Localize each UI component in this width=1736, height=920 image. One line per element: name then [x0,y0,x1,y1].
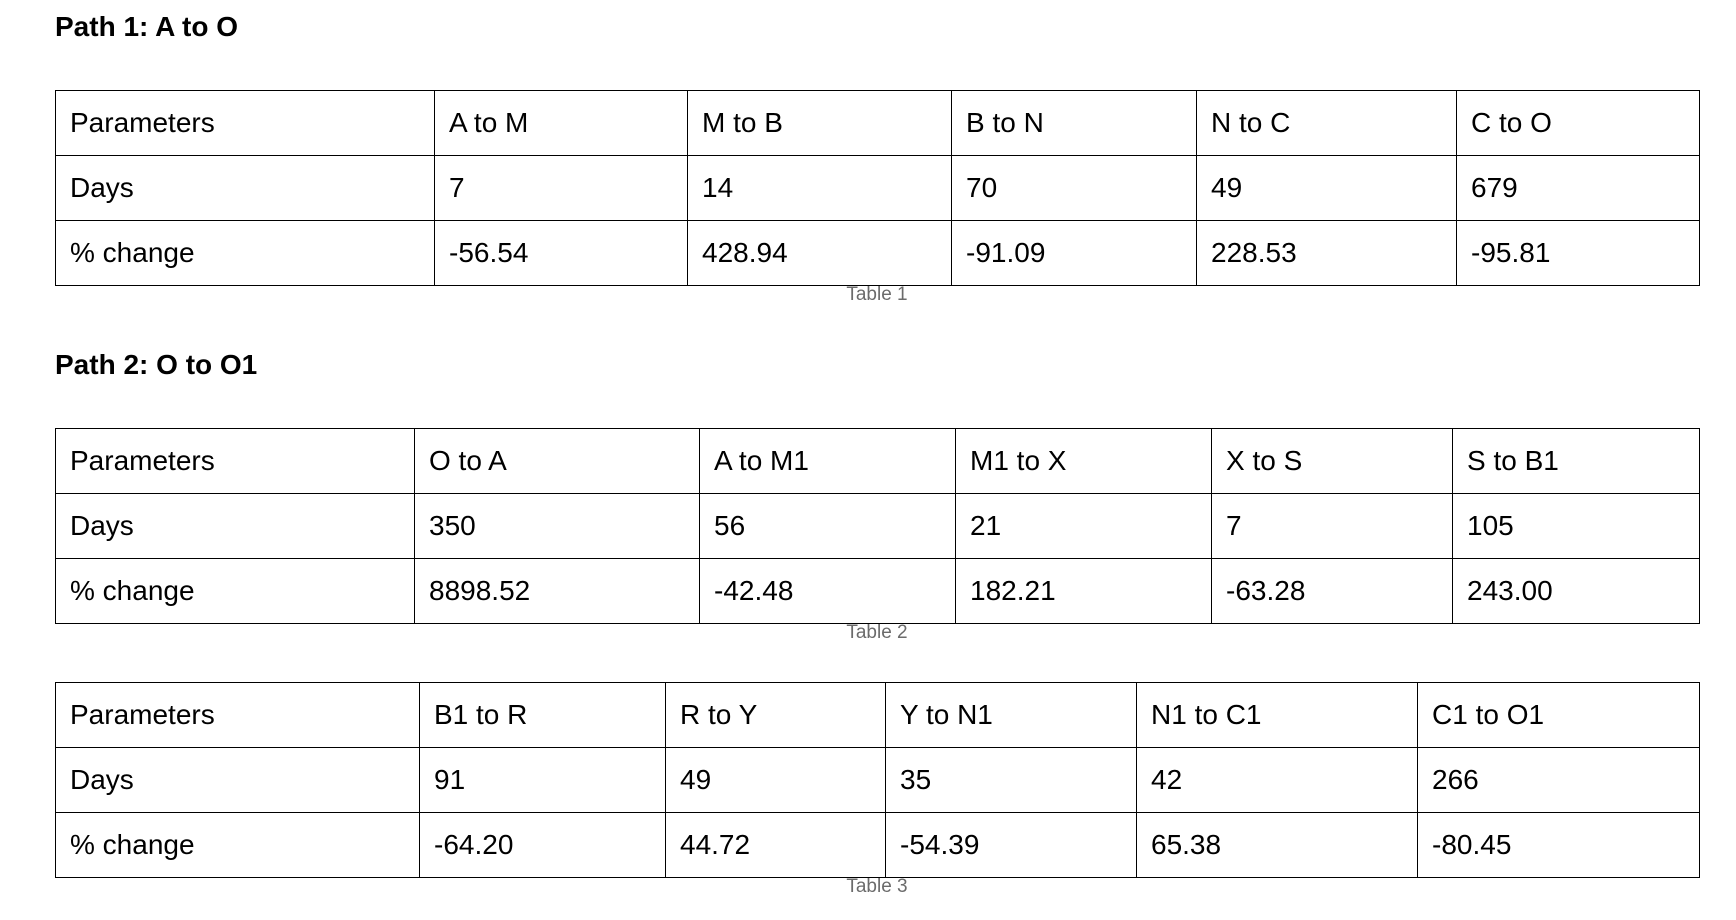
table-cell: A to M1 [700,429,956,494]
table-cell: Parameters [56,91,435,156]
table-row [56,91,1700,156]
table-1 [55,90,1700,286]
table-2-caption: Table 2 [846,622,908,643]
table-cell: 182.21 [956,559,1212,624]
table-row [56,494,1700,559]
table-cell: % change [56,559,415,624]
table-cell: 7 [435,156,688,221]
table-row [56,748,1700,813]
table-cell: O to A [415,429,700,494]
table-cell: R to Y [666,683,886,748]
table-cell: 44.72 [666,813,886,878]
table-cell: 21 [956,494,1212,559]
table-row [56,221,1700,286]
table-cell: Days [56,156,435,221]
table-cell: 105 [1453,494,1700,559]
table-cell: Y to N1 [886,683,1137,748]
table-cell: 49 [666,748,886,813]
table-cell: -56.54 [435,221,688,286]
table-cell: 679 [1457,156,1700,221]
table-cell: 91 [420,748,666,813]
table-cell: X to S [1212,429,1453,494]
table-cell: B1 to R [420,683,666,748]
table-cell: 56 [700,494,956,559]
table-cell: 7 [1212,494,1453,559]
table-cell: 228.53 [1197,221,1457,286]
table-cell: -91.09 [952,221,1197,286]
table-cell: -64.20 [420,813,666,878]
table-cell: -63.28 [1212,559,1453,624]
table-cell: 8898.52 [415,559,700,624]
table-cell: Parameters [56,683,420,748]
table-cell: C to O [1457,91,1700,156]
table-cell: Parameters [56,429,415,494]
table-cell: 428.94 [688,221,952,286]
table-row [56,683,1700,748]
path-2-heading: Path 2: O to O1 [55,349,258,380]
table-cell: M to B [688,91,952,156]
table-2 [55,428,1700,624]
table-cell: 266 [1418,748,1700,813]
table-row [56,429,1700,494]
table-cell: -95.81 [1457,221,1700,286]
table-cell: M1 to X [956,429,1212,494]
table-cell: 65.38 [1137,813,1418,878]
table-row [56,813,1700,878]
table-3-caption: Table 3 [846,876,908,897]
table-cell: 14 [688,156,952,221]
table-row [56,559,1700,624]
table-cell: -80.45 [1418,813,1700,878]
path-1-heading: Path 1: A to O [55,11,239,42]
table-cell: N to C [1197,91,1457,156]
table-cell: 243.00 [1453,559,1700,624]
table-cell: S to B1 [1453,429,1700,494]
table-cell: 70 [952,156,1197,221]
table-cell: -42.48 [700,559,956,624]
table-cell: 35 [886,748,1137,813]
table-cell: C1 to O1 [1418,683,1700,748]
table-cell: % change [56,813,420,878]
table-row [56,156,1700,221]
table-cell: B to N [952,91,1197,156]
table-3 [55,682,1700,878]
table-cell: Days [56,494,415,559]
table-cell: % change [56,221,435,286]
table-cell: N1 to C1 [1137,683,1418,748]
table-1-caption: Table 1 [846,284,908,305]
table-cell: 42 [1137,748,1418,813]
table-cell: 350 [415,494,700,559]
table-cell: A to M [435,91,688,156]
table-cell: Days [56,748,420,813]
table-cell: 49 [1197,156,1457,221]
table-cell: -54.39 [886,813,1137,878]
